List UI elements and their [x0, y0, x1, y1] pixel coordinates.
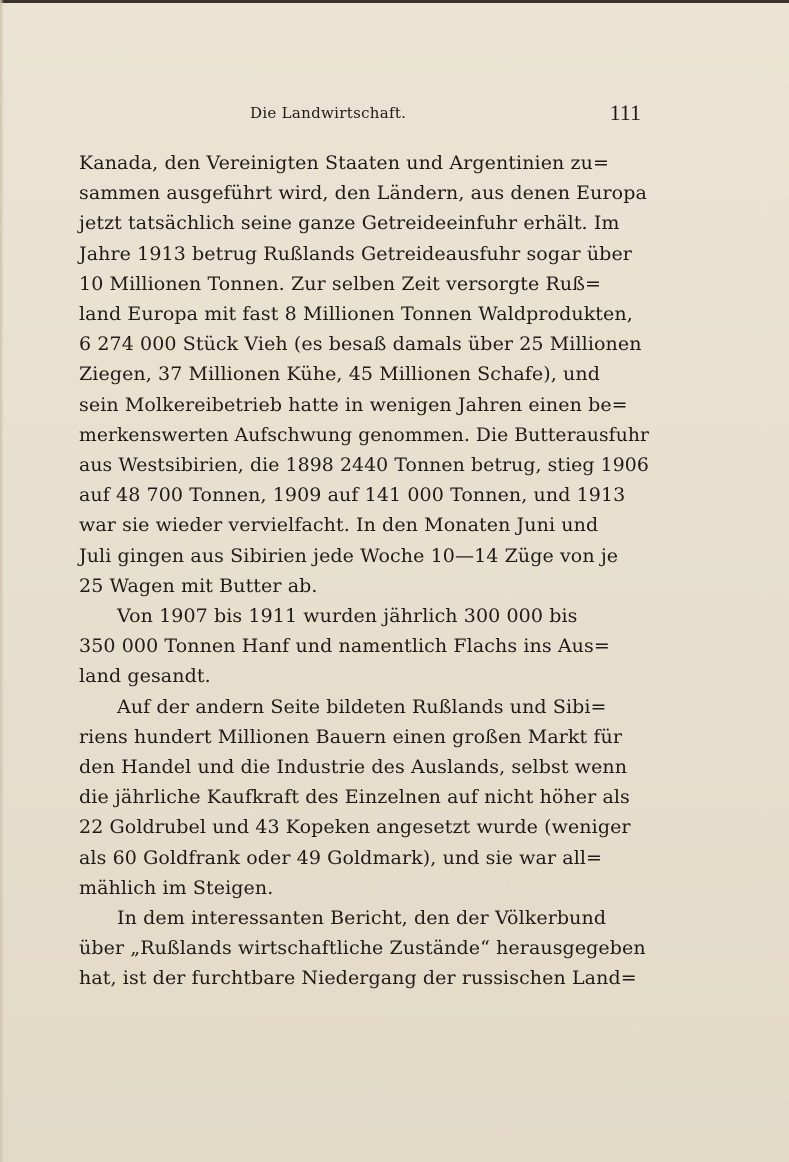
- text-line: land gesandt.: [79, 665, 211, 688]
- page-number: 111: [609, 100, 641, 125]
- page-left-edge: [0, 0, 4, 1162]
- paragraph: [79, 692, 649, 903]
- running-head-title: Die Landwirtschaft.: [250, 104, 407, 122]
- text-line: Juli gingen aus Sibirien jede Woche 10—14 Züge von je: [79, 544, 619, 567]
- page-top-edge: [0, 0, 789, 3]
- text-line: Auf der andern Seite bildeten Rußlands und Sibi=: [117, 695, 607, 718]
- running-head: [0, 100, 789, 130]
- text-line: sein Molkereibetrieb hatte in wenigen Jahren einen be=: [79, 393, 628, 416]
- text-line: merkenswerten Aufschwung genommen. Die Butterausfuhr: [79, 423, 649, 446]
- text-line: 10 Millionen Tonnen. Zur selben Zeit versorgte Ruß=: [79, 272, 602, 295]
- text-line: sammen ausgeführt wird, den Ländern, aus denen Europa: [79, 182, 647, 205]
- text-line: den Handel und die Industrie des Auslands, selbst wenn: [79, 756, 628, 779]
- text-line: Jahre 1913 betrug Rußlands Getreideausfuhr sogar über: [79, 242, 632, 265]
- paragraph: [79, 903, 649, 994]
- text-line: 25 Wagen mit Butter ab.: [79, 574, 318, 597]
- text-line: land Europa mit fast 8 Millionen Tonnen Waldprodukten,: [79, 303, 633, 326]
- text-line: war sie wieder vervielfacht. In den Monaten Juni und: [79, 514, 599, 537]
- paragraph: [79, 148, 649, 601]
- text-line: 350 000 Tonnen Hanf und namentlich Flachs ins Aus=: [79, 635, 610, 658]
- paragraph: [79, 601, 649, 692]
- text-line: aus Westsibirien, die 1898 2440 Tonnen betrug, stieg 1906: [79, 454, 649, 477]
- text-line: auf 48 700 Tonnen, 1909 auf 141 000 Tonnen, und 1913: [79, 484, 626, 507]
- text-line: Kanada, den Vereinigten Staaten und Argentinien zu=: [79, 152, 609, 174]
- text-line: 6 274 000 Stück Vieh (es besaß damals über 25 Millionen: [79, 333, 642, 356]
- text-line: als 60 Goldfrank oder 49 Goldmark), und sie war all=: [79, 846, 603, 869]
- text-line: Ziegen, 37 Millionen Kühe, 45 Millionen Schafe), und: [79, 363, 600, 386]
- text-line: über „Rußlands wirtschaftliche Zustände“ herausgegeben: [79, 937, 646, 960]
- text-line: jetzt tatsächlich seine ganze Getreideeinfuhr erhält. Im: [79, 212, 620, 235]
- text-line: 22 Goldrubel und 43 Kopeken angesetzt wurde (weniger: [79, 816, 631, 839]
- text-line: In dem interessanten Bericht, den der Völkerbund: [117, 907, 607, 930]
- text-line: hat, ist der furchtbare Niedergang der russischen Land=: [79, 967, 637, 990]
- text-line: die jährliche Kaufkraft des Einzelnen auf nicht höher als: [79, 786, 630, 809]
- text-line: mählich im Steigen.: [79, 876, 274, 899]
- text-line: riens hundert Millionen Bauern einen großen Markt für: [79, 725, 623, 748]
- text-line: Von 1907 bis 1911 wurden jährlich 300 000 bis: [117, 605, 578, 628]
- body-text: [79, 148, 649, 994]
